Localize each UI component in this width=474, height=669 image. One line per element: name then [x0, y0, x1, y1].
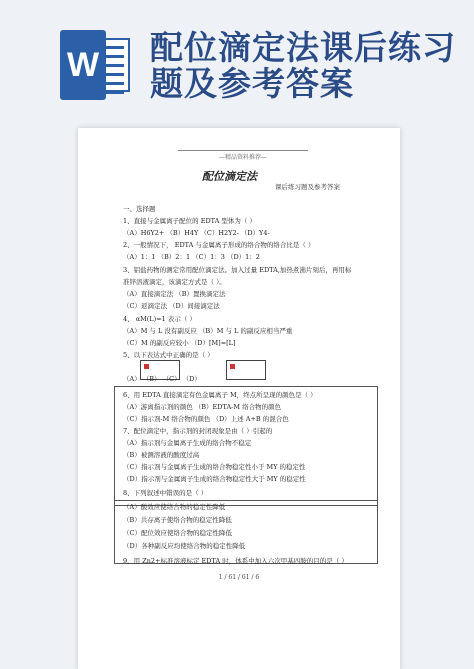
question-6-options-a: （A）游离指示剂的颜色 （B）EDTA-M 络合物的颜色	[123, 403, 282, 411]
question-5-options: （A） （B） （C） （D）	[123, 375, 201, 383]
formula-image-c	[226, 360, 266, 380]
question-4-options-b: （C）M 的副反应较小 （D）[M]=[L]	[123, 339, 236, 347]
page-title: 配位滴定法课后练习题及参考答案	[150, 28, 456, 103]
document-page	[78, 128, 400, 669]
question-7-option-a: （A）指示剂与金属离子生成的络合物不稳定	[123, 439, 252, 447]
question-8-option-c: （C）配位效应使络合物的稳定性降低	[123, 529, 232, 537]
question-5: 5、以下表达式中正确的是（ ）	[123, 351, 214, 359]
page-header-line: —精品资料推荐—	[178, 150, 308, 161]
question-7: 7、配位滴定中，指示剂的封闭现象是由（ ）引起的	[123, 427, 273, 435]
page-footer: 1 / 61 / 61 / 6	[218, 574, 260, 581]
document-subtitle: 课后练习题及参考答案	[275, 183, 340, 191]
question-7-option-b: （B）被测溶液的酸度过高	[123, 451, 200, 459]
question-7-option-c: （C）指示剂与金属离子生成的络合物稳定性小于 MY 的稳定性	[123, 463, 306, 471]
question-3-cont: 准锌溶液滴定，该滴定方式是（ ）。	[123, 278, 226, 286]
section-heading: 一、选择题	[123, 205, 156, 213]
question-4: 4、 αM(L)=1 表示（ ）	[123, 315, 196, 323]
word-document-icon	[60, 30, 130, 100]
question-6-options-b: （C）指示剂-M 络合物的颜色 （D）上述 A+B 的混合色	[123, 415, 289, 423]
question-3-options-a: （A）直接滴定法 （B）置换滴定法	[123, 290, 226, 298]
document-title: 配位滴定法	[202, 170, 257, 183]
question-2: 2、一般情况下， EDTA 与金属离子形成的络合物的络合比是（ ）	[123, 241, 315, 249]
question-4-options-a: （A）M 与 L 没有副反应 （B）M 与 L 的副反应相当严重	[123, 327, 293, 335]
question-9: 9、用 Zn2+标准溶液标定 EDTA 时，体系中加入六次甲基四胺的目的是（ ）	[123, 557, 348, 565]
question-1: 1、直接与金属离子配位的 EDTA 型体为（ ）	[123, 217, 256, 225]
question-3: 3、铝盐药物的测定常用配位滴定法。加入过量 EDTA,加热煮沸片刻后，再用标	[123, 266, 352, 274]
question-2-options: （A）1：1 （B）2：1 （C）1：3 （D）1：2	[123, 253, 260, 261]
question-8: 8、下列叙述中错误的是（ ）	[123, 489, 208, 497]
banner	[0, 0, 474, 120]
question-8-option-a: （A）酸效应使络合物的稳定性降低	[123, 503, 226, 511]
question-7-option-d: （D）指示剂与金属离子生成的络合物稳定性大于 MY 的稳定性	[123, 475, 306, 483]
question-3-options-b: （C）返滴定法 （D）间接滴定法	[123, 302, 220, 310]
question-1-options: （A）H6Y2+ （B）H4Y （C）H2Y2- （D）Y4-	[123, 229, 270, 237]
word-logo: W	[60, 30, 106, 100]
question-8-option-d: （D）各种副反应均使络合物的稳定性降低	[123, 542, 246, 550]
question-8-option-b: （B）共存离子使络合物的稳定性降低	[123, 516, 232, 524]
question-6: 6、用 EDTA 直接滴定有色金属离子 M，终点所呈现的颜色是（ ）	[123, 391, 317, 399]
